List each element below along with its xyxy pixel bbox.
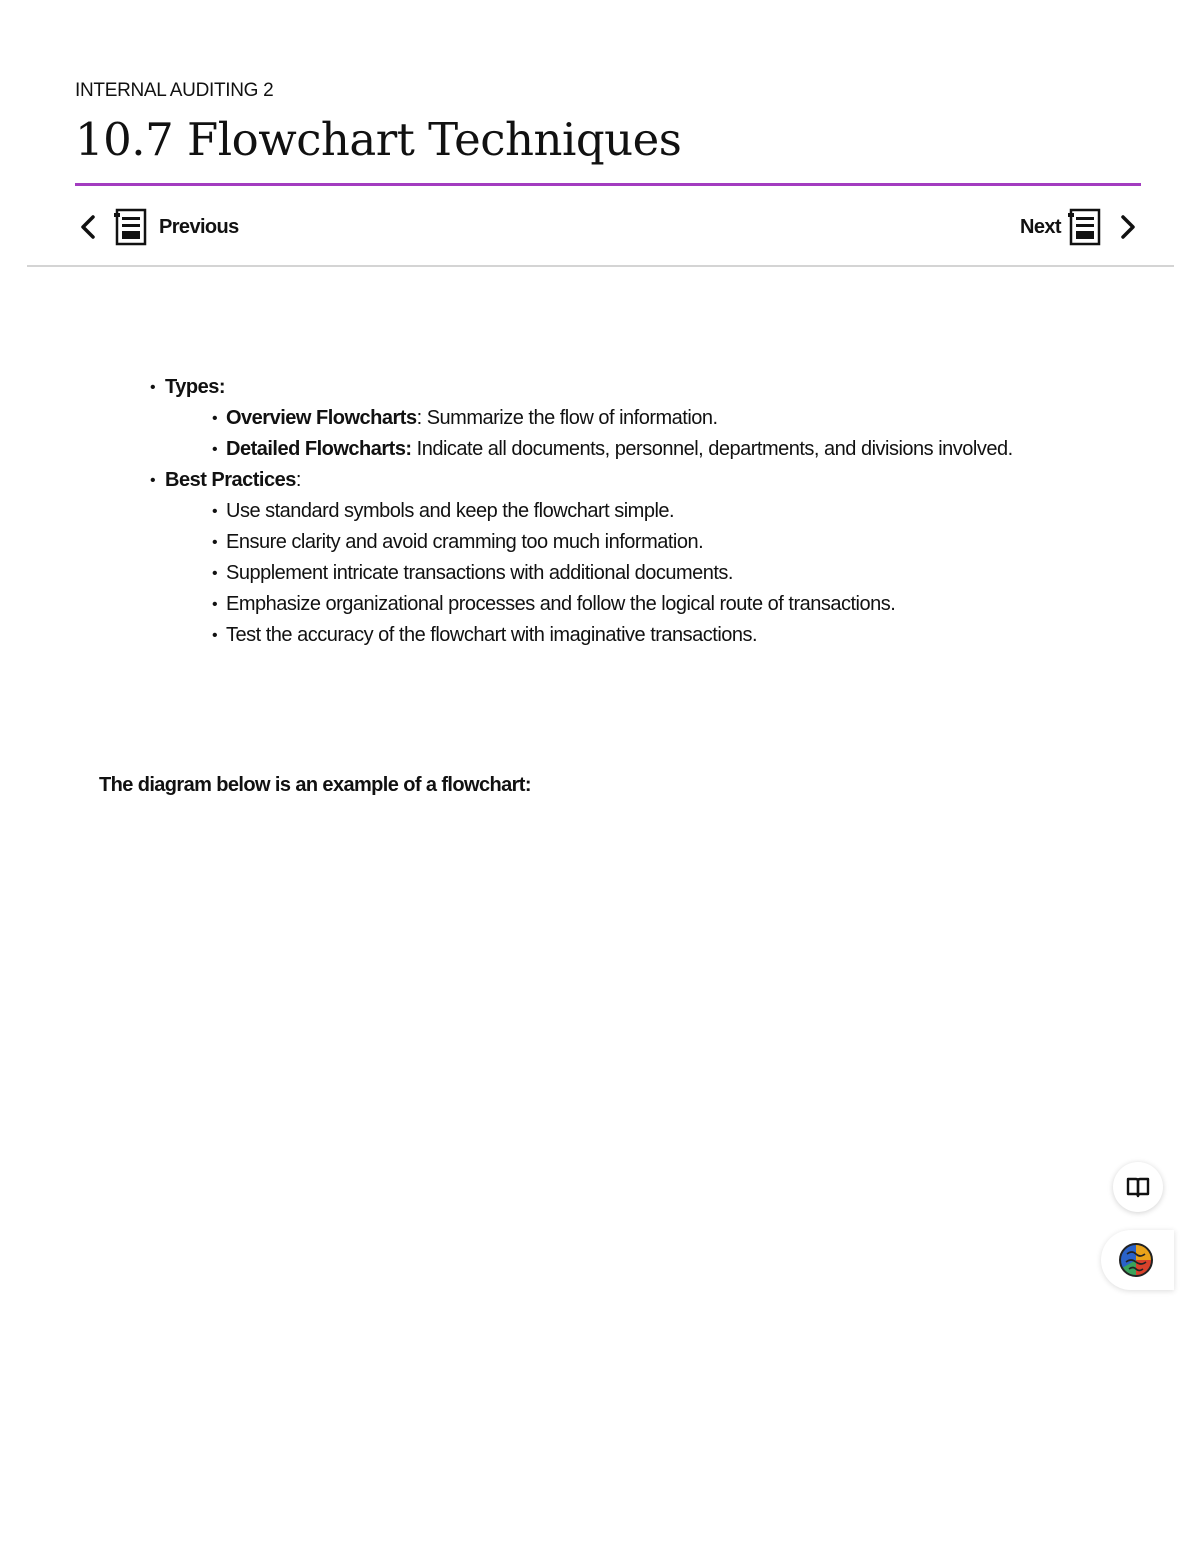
- reader-button[interactable]: [1113, 1162, 1163, 1212]
- list-item: • Emphasize organizational processes and follow the logical route of transactions.: [150, 589, 1050, 620]
- book-open-icon: [1125, 1175, 1151, 1199]
- chevron-left-icon: [75, 212, 101, 242]
- item-term: Overview Flowcharts: [226, 407, 417, 429]
- ai-assistant-icon: [1118, 1242, 1154, 1278]
- previous-label: Previous: [159, 215, 239, 238]
- list-item: • Use standard symbols and keep the flowchart simple.: [150, 496, 1050, 527]
- title-divider: [75, 183, 1141, 186]
- course-label: INTERNAL AUDITING 2: [75, 80, 274, 101]
- item-separator: :: [416, 407, 427, 429]
- document-icon: [1067, 207, 1103, 247]
- types-heading: Types:: [165, 376, 225, 398]
- content-list: [150, 372, 1050, 651]
- next-button[interactable]: [1020, 205, 1141, 249]
- list-item-best-practices: [150, 465, 1050, 496]
- page-header: [75, 78, 1141, 168]
- item-text: Indicate all documents, personnel, departments, and divisions involved.: [416, 438, 1013, 460]
- list-item-types: [150, 372, 1050, 403]
- ai-assistant-button[interactable]: [1101, 1230, 1174, 1290]
- page-navigation: [75, 205, 1141, 249]
- list-item: • Ensure clarity and avoid cramming too much information.: [150, 527, 1050, 558]
- list-item: [150, 403, 1050, 434]
- list-item: [150, 434, 1050, 465]
- item-term: Detailed Flowcharts:: [226, 438, 412, 460]
- diagram-intro: The diagram below is an example of a flowchart:: [99, 774, 531, 796]
- heading-suffix: :: [295, 469, 301, 491]
- page-title: 10.7 Flowchart Techniques: [75, 113, 682, 166]
- item-text: Summarize the flow of information.: [426, 407, 718, 429]
- best-practices-heading: Best Practices: [165, 469, 296, 491]
- nav-divider: [27, 265, 1174, 267]
- previous-button[interactable]: [75, 205, 239, 249]
- next-label: Next: [1020, 215, 1061, 238]
- chevron-right-icon: [1115, 212, 1141, 242]
- document-icon: [113, 207, 149, 247]
- list-item: • Test the accuracy of the flowchart with imaginative transactions.: [150, 620, 1050, 651]
- list-item: • Supplement intricate transactions with additional documents.: [150, 558, 1050, 589]
